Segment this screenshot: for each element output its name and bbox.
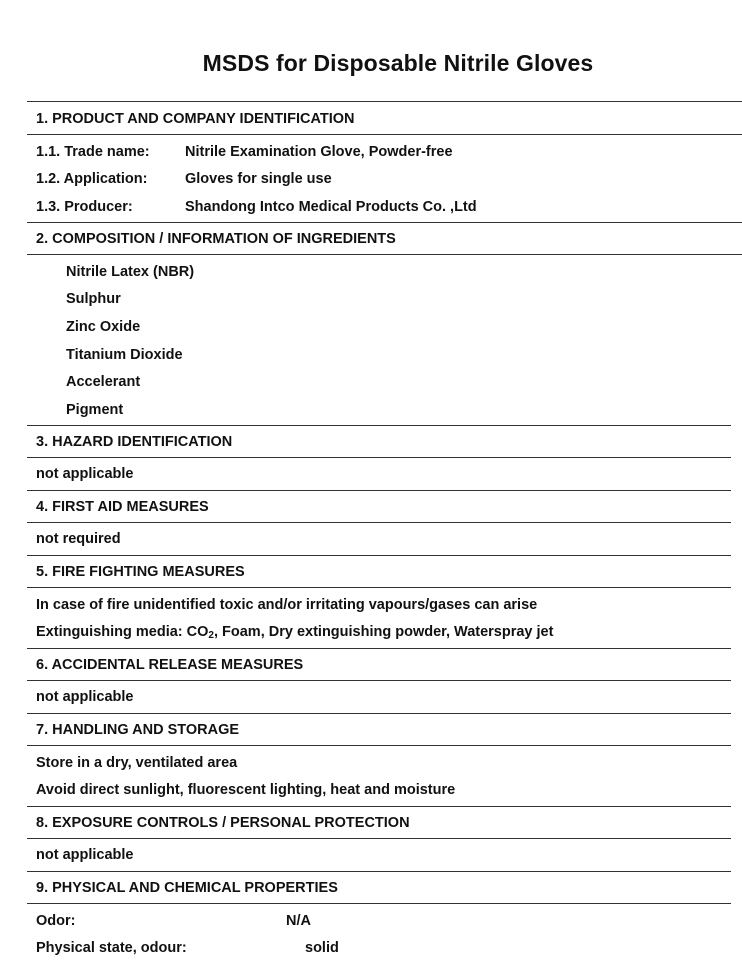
section-divider [27,806,731,807]
producer-value: Shandong Intco Medical Products Co. ,Ltd [185,199,477,215]
section-divider [27,101,742,102]
section-3-heading: 3. HAZARD IDENTIFICATION [36,434,233,450]
odor-value: N/A [286,913,311,929]
odor-label: Odor: [36,913,76,929]
producer-label: 1.3. Producer: [36,199,133,215]
section-divider [27,745,731,746]
section-6-text: not applicable [36,689,134,705]
section-divider [27,587,731,588]
trade-name-value: Nitrile Examination Glove, Powder-free [185,144,453,160]
media-prefix: Extinguishing media: CO [36,624,209,640]
section-divider [27,903,731,904]
section-divider [27,522,731,523]
document-title: MSDS for Disposable Nitrile Gloves [202,50,594,76]
section-divider [27,254,742,255]
ingredient-item: Nitrile Latex (NBR) [66,264,195,280]
section-divider [27,222,742,223]
section-5-line-2 [36,623,553,645]
section-divider [27,457,731,458]
section-7-line-1: Store in a dry, ventilated area [36,755,238,771]
section-3-text: not applicable [36,466,134,482]
media-suffix: , Foam, Dry extinguishing powder, Waterspray jet [213,624,554,640]
co2-subscript: 2 [208,630,214,641]
section-divider [27,838,731,839]
application-value: Gloves for single use [185,171,332,187]
section-divider [27,134,742,135]
section-divider [27,648,731,649]
ingredient-item: Titanium Dioxide [66,347,183,363]
section-4-heading: 4. FIRST AID MEASURES [36,499,209,515]
section-7-heading: 7. HANDLING AND STORAGE [36,722,240,738]
section-6-heading: 6. ACCIDENTAL RELEASE MEASURES [36,657,304,673]
section-2-heading: 2. COMPOSITION / INFORMATION OF INGREDIENTS [36,231,396,247]
ingredient-item: Pigment [66,402,124,418]
section-divider [27,713,731,714]
section-divider [27,555,731,556]
section-7-line-2: Avoid direct sunlight, fluorescent lighting, heat and moisture [36,782,456,798]
application-label: 1.2. Application: [36,171,148,187]
section-4-text: not required [36,531,121,547]
section-divider [27,871,731,872]
ingredient-item: Zinc Oxide [66,319,141,335]
section-divider [27,425,731,426]
section-5-heading: 5. FIRE FIGHTING MEASURES [36,564,245,580]
ingredient-item: Sulphur [66,291,121,307]
section-divider [27,490,731,491]
section-9-heading: 9. PHYSICAL AND CHEMICAL PROPERTIES [36,880,338,896]
section-5-line-1: In case of fire unidentified toxic and/or irritating vapours/gases can arise [36,597,538,613]
section-8-text: not applicable [36,847,134,863]
section-8-heading: 8. EXPOSURE CONTROLS / PERSONAL PROTECTION [36,815,410,831]
section-1-heading: 1. PRODUCT AND COMPANY IDENTIFICATION [36,111,355,127]
ingredient-item: Accelerant [66,374,141,390]
physical-state-value: solid [305,940,339,956]
physical-state-label: Physical state, odour: [36,940,187,956]
section-divider [27,680,731,681]
trade-name-label: 1.1. Trade name: [36,144,150,160]
